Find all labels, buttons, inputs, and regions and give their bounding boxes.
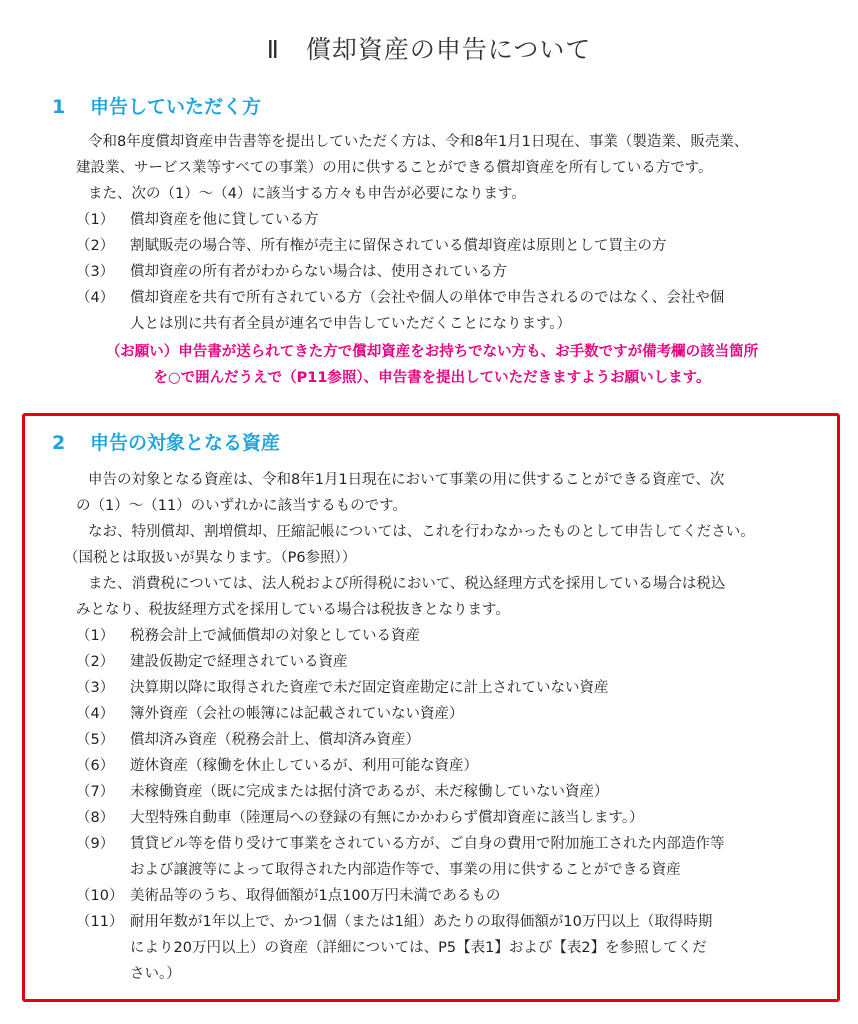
section2-heading [52, 428, 280, 455]
section2-list-item [76, 623, 420, 649]
section2-list-item [76, 753, 478, 779]
item-number: （7） [76, 784, 115, 800]
section1-paragraph1-line1: 令和8年度償却資産申告書等を提出していただく方は、令和8年1月1日現在、事業（製造業、販売業、 [88, 134, 749, 150]
section2-title: 申告の対象となる資産 [90, 432, 281, 454]
item-number: （9） [76, 836, 115, 852]
section2-list-item [76, 883, 500, 909]
item-text: 耐用年数が1年以上で、かつ1個（または1組）あたりの取得価額が10万円以上（取得時期 [130, 914, 713, 930]
item-text: 美術品等のうち、取得価額が1点100万円未満であるもの [130, 888, 501, 904]
section2-paragraph3-line2: みとなり、税抜経理方式を採用している場合は税抜きとなります。 [76, 602, 510, 618]
section2-list-item [76, 727, 420, 753]
notice-line2: を○で囲んだうえで（P11参照）、申告書を提出していただきますようお願いします。 [153, 370, 711, 386]
item-text-continued: および譲渡等によって取得された内部造作等で、事業の用に供することができる資産 [130, 862, 681, 878]
section2-paragraph1-line1: 申告の対象となる資産は、令和8年1月1日現在において事業の用に供することができる資産で、次 [88, 472, 725, 488]
item-text: 償却済み資産（税務会計上、償却済み資産） [130, 732, 420, 748]
section1-title: 申告していただく方 [90, 96, 262, 118]
item-text-continued: 人とは別に共有者全員が連名で申告していただくことになります。） [130, 316, 572, 332]
item-text: 未稼働資産（既に完成または据付済であるが、未だ稼働していない資産） [130, 784, 609, 800]
notice-line1: （お願い）申告書が送られてきた方で償却資産をお持ちでない方も、お手数ですが備考欄の該当箇所 [105, 344, 759, 360]
item-number: （1） [76, 212, 115, 228]
section2-list-item [76, 831, 725, 883]
section1-number: 1 [52, 96, 66, 118]
section2-list-item [76, 805, 644, 831]
item-text-continued: さい。） [130, 966, 181, 982]
section1-list-item [76, 207, 319, 233]
item-number: （4） [76, 290, 115, 306]
section2-list-item [76, 779, 609, 805]
section2-paragraph3-line1: また、消費税については、法人税および所得税において、税込経理方式を採用している場合は税込 [88, 576, 726, 592]
section1-list-item [76, 233, 667, 259]
item-number: （2） [76, 654, 115, 670]
section2-paragraph1-line2: の（1）～（11）のいずれかに該当するものです。 [76, 498, 408, 514]
section2-number: 2 [52, 432, 66, 454]
item-text: 遊休資産（稼働を休止しているが、利用可能な資産） [130, 758, 478, 774]
item-number: （3） [76, 680, 115, 696]
item-text: 償却資産を他に貸している方 [130, 212, 319, 228]
section2-list-item [76, 649, 348, 675]
item-number: （6） [76, 758, 115, 774]
item-text: 簿外資産（会社の帳簿には記載されていない資産） [130, 706, 464, 722]
page-title: Ⅱ 償却資産の申告について [266, 35, 592, 64]
section1-heading [52, 92, 261, 119]
item-number: （4） [76, 706, 115, 722]
item-text: 大型特殊自動車（陸運局への登録の有無にかかわらず償却資産に該当します。） [130, 810, 644, 826]
item-text-continued: により20万円以上）の資産（詳細については、P5【表1】および【表2】を参照してくだ [130, 940, 707, 956]
section1-paragraph2: また、次の（1）～（4）に該当する方々も申告が必要になります。 [88, 186, 526, 202]
item-number: （11） [76, 914, 124, 930]
item-text: 決算期以降に取得された資産で未だ固定資産勘定に計上されていない資産 [130, 680, 609, 696]
item-text: 償却資産の所有者がわからない場合は、使用されている方 [130, 264, 507, 280]
item-number: （8） [76, 810, 115, 826]
section1-list-item [76, 259, 507, 285]
item-number: （1） [76, 628, 115, 644]
item-text: 割賦販売の場合等、所有権が売主に留保されている償却資産は原則として買主の方 [130, 238, 667, 254]
section2-list-item [76, 701, 464, 727]
item-text: 償却資産を共有で所有されている方（会社や個人の単体で申告されるのではなく、会社や個 [130, 290, 725, 306]
item-number: （5） [76, 732, 115, 748]
item-number: （2） [76, 238, 115, 254]
section2-list-item [76, 675, 609, 701]
section2-paragraph2-line2: （国税とは取扱いが異なります。（P6参照）） [64, 550, 357, 566]
section1-list-item [76, 285, 724, 337]
section2-list-item [76, 909, 712, 987]
item-number: （3） [76, 264, 115, 280]
section2-paragraph2-line1: なお、特別償却、割増償却、圧縮記帳については、これを行わなかったものとして申告してください。 [88, 524, 755, 540]
item-text: 賃貸ビル等を借り受けて事業をされている方が、ご自身の費用で附加施工された内部造作等 [130, 836, 725, 852]
item-text: 建設仮勘定で経理されている資産 [130, 654, 348, 670]
item-text: 税務会計上で減価償却の対象としている資産 [130, 628, 420, 644]
item-number: （10） [76, 888, 124, 904]
section1-paragraph1-line2: 建設業、サービス業等すべての事業）の用に供することができる償却資産を所有している方です。 [76, 160, 713, 176]
